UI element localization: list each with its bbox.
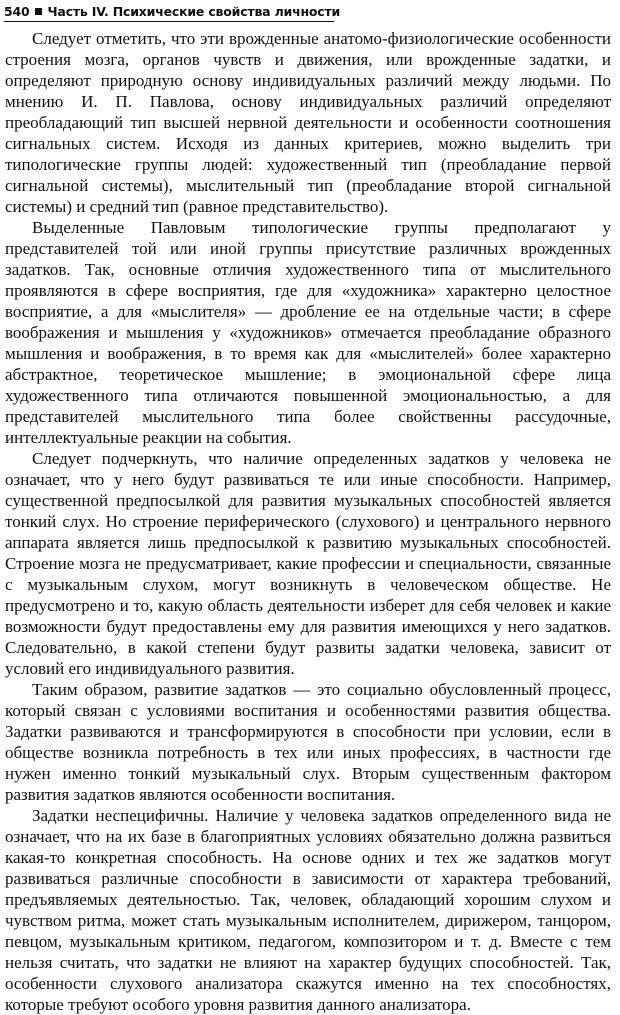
paragraph-2: Выделенные Павловым типологические группы предполагают у представителей той или иной группы присутствие различных врожденных задатков. Так, основные отличия художественного типа от мыслительного проявляются в сфере восприятия, где для «художника» характерно целостное восприятие, а для «мыслителя» — дробление ее на отдельные части; в сфере воображения и мышления у «художников» отмечается преобладание образного мышления и воображения, в то время как для «мыслителей» более характерно абстрактное, теоретическое мышление; в эмоциональной сфере лица художественного типа отличаются повышенной эмоциональностью, а для представителей мыслительного типа более свойственны рассудочные, интеллектуальные реакции на события. — [5, 218, 611, 447]
paragraph-3: Следует подчеркнуть, что наличие определенных задатков у человека не означает, что у него будут развиваться те или иные способности. Например, существенной предпосылкой для развития музыкальных способностей является тонкий слух. Но строение периферического (слухового) и центрального нервного аппарата является лишь предпосылкой к развитию музыкальных способностей. Строение мозга не предусматривает, какие профессии и специальности, связанные с музыкальным слухом, могут возникнуть в человеческом обществе. Не предусмотрено и то, какую область деятельности изберет для себя человек и какие возможности будут предоставлены ему для развития имеющихся у него задатков. Следовательно, в какой степени будут развиты задатки человека, зависит от условий его индивидуального развития. — [5, 449, 611, 678]
page-number: 540 — [4, 3, 30, 19]
paragraph-5: Задатки неспецифичны. Наличие у человека задатков определенного вида не означает, что на их базе в благоприятных условиях обязательно должна развиться какая-то конкретная способность. На основе одних и тех же задатков могут развиваться различные способности в зависимости от характера требований, предъявляемых деятельностью. Так, человек, обладающий хорошим слухом и чувством ритма, может стать музыкальным исполнителем, дирижером, танцором, певцом, музыкальным критиком, педагогом, композитором и т. д. Вместе с тем нельзя считать, что задатки не влияют на характер будущих способностей. Так, особенности слухового анализатора скажутся именно на тех способностях, которые требуют особого уровня развития данного анализатора. — [5, 806, 611, 1014]
running-head — [4, 2, 340, 20]
paragraph-4: Таким образом, развитие задатков — это социально обусловленный процесс, который связан с условиями воспитания и особенностями развития общества. Задатки развиваются и трансформируются в способности при условии, если в обществе возникла потребность в тех или иных профессиях, в частности где нужен именно тонкий музыкальный слух. Вторым существенным фактором развития задатков являются особенности воспитания. — [5, 680, 611, 804]
header-rule — [4, 21, 334, 22]
section-title: Часть IV. Психические свойства личности — [47, 3, 341, 19]
square-bullet-icon — [35, 8, 42, 15]
body-text — [5, 28, 611, 1015]
paragraph-1: Следует отметить, что эти врожденные анатомо-физиологические особенности строения мозга, органов чувств и движения, или врожденные задатки, и определяют природную основу индивидуальных различий между людьми. По мнению И. П. Павлова, основу индивидуальных различий определяют преобладающий тип высшей нервной деятельности и особенности соотношения сигнальных систем. Исходя из данных критериев, можно выделить три типологические группы людей: художественный тип (преобладание первой сигнальной системы), мыслительный тип (преобладание второй сигнальной системы) и средний тип (равное представительство). — [5, 29, 611, 216]
